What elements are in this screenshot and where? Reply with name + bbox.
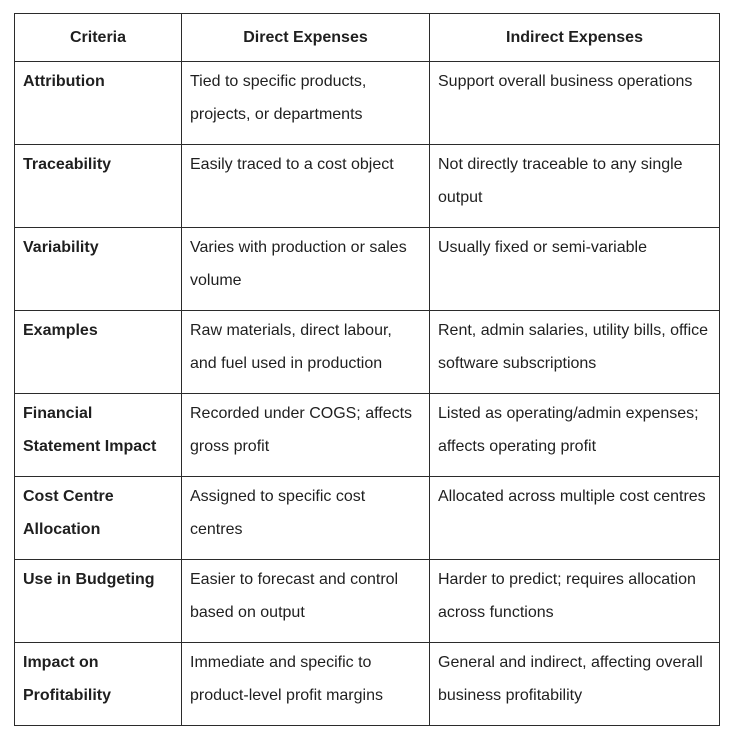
criteria-text: Traceability bbox=[23, 156, 112, 173]
header-criteria: Criteria bbox=[15, 14, 182, 62]
indirect-cell bbox=[430, 228, 720, 311]
criteria-cell bbox=[15, 62, 182, 145]
table-row bbox=[15, 228, 720, 311]
criteria-cell bbox=[15, 560, 182, 643]
direct-text: Recorded under COGS; affects gross profit bbox=[190, 405, 413, 455]
criteria-text: Use in Budgeting bbox=[23, 571, 155, 588]
table-row bbox=[15, 394, 720, 477]
direct-cell bbox=[182, 228, 430, 311]
criteria-cell bbox=[15, 228, 182, 311]
direct-text: Raw materials, direct labour, and fuel used in production bbox=[190, 322, 392, 372]
direct-text: Immediate and specific to product-level profit margins bbox=[190, 654, 383, 704]
table-row bbox=[15, 560, 720, 643]
indirect-text: Rent, admin salaries, utility bills, office software subscriptions bbox=[438, 322, 709, 372]
direct-cell bbox=[182, 477, 430, 560]
table-row bbox=[15, 643, 720, 726]
criteria-cell bbox=[15, 394, 182, 477]
indirect-cell bbox=[430, 477, 720, 560]
indirect-text: Harder to predict; requires allocation across functions bbox=[438, 571, 696, 621]
header-indirect-expenses: Indirect Expenses bbox=[430, 14, 720, 62]
indirect-text: General and indirect, affecting overall business profitability bbox=[438, 654, 703, 704]
criteria-text: Variability bbox=[23, 239, 99, 256]
criteria-text: Cost Centre Allocation bbox=[23, 488, 114, 538]
direct-cell bbox=[182, 145, 430, 228]
indirect-cell bbox=[430, 560, 720, 643]
criteria-cell bbox=[15, 477, 182, 560]
table-row bbox=[15, 145, 720, 228]
direct-cell bbox=[182, 643, 430, 726]
indirect-text: Support overall business operations bbox=[438, 73, 693, 90]
criteria-text: Financial Statement Impact bbox=[23, 405, 157, 455]
criteria-cell bbox=[15, 145, 182, 228]
comparison-table bbox=[14, 13, 720, 726]
direct-text: Easily traced to a cost object bbox=[190, 156, 394, 173]
direct-cell bbox=[182, 62, 430, 145]
indirect-cell bbox=[430, 145, 720, 228]
indirect-cell bbox=[430, 394, 720, 477]
table-row bbox=[15, 477, 720, 560]
header-row bbox=[15, 14, 720, 62]
direct-text: Easier to forecast and control based on output bbox=[190, 571, 399, 621]
indirect-text: Listed as operating/admin expenses; affects operating profit bbox=[438, 405, 699, 455]
direct-text: Assigned to specific cost centres bbox=[190, 488, 366, 538]
direct-text: Varies with production or sales volume bbox=[190, 239, 407, 289]
criteria-cell bbox=[15, 311, 182, 394]
indirect-text: Usually fixed or semi-variable bbox=[438, 239, 647, 256]
criteria-text: Attribution bbox=[23, 73, 105, 90]
criteria-cell bbox=[15, 643, 182, 726]
indirect-cell bbox=[430, 643, 720, 726]
indirect-text: Not directly traceable to any single output bbox=[438, 156, 683, 206]
table-row bbox=[15, 62, 720, 145]
header-direct-expenses: Direct Expenses bbox=[182, 14, 430, 62]
indirect-text: Allocated across multiple cost centres bbox=[438, 488, 706, 505]
direct-cell bbox=[182, 394, 430, 477]
criteria-text: Impact on Profitability bbox=[23, 654, 112, 704]
direct-text: Tied to specific products, projects, or departments bbox=[190, 73, 367, 123]
table-row bbox=[15, 311, 720, 394]
indirect-cell bbox=[430, 311, 720, 394]
direct-cell bbox=[182, 560, 430, 643]
indirect-cell bbox=[430, 62, 720, 145]
criteria-text: Examples bbox=[23, 322, 98, 339]
direct-cell bbox=[182, 311, 430, 394]
